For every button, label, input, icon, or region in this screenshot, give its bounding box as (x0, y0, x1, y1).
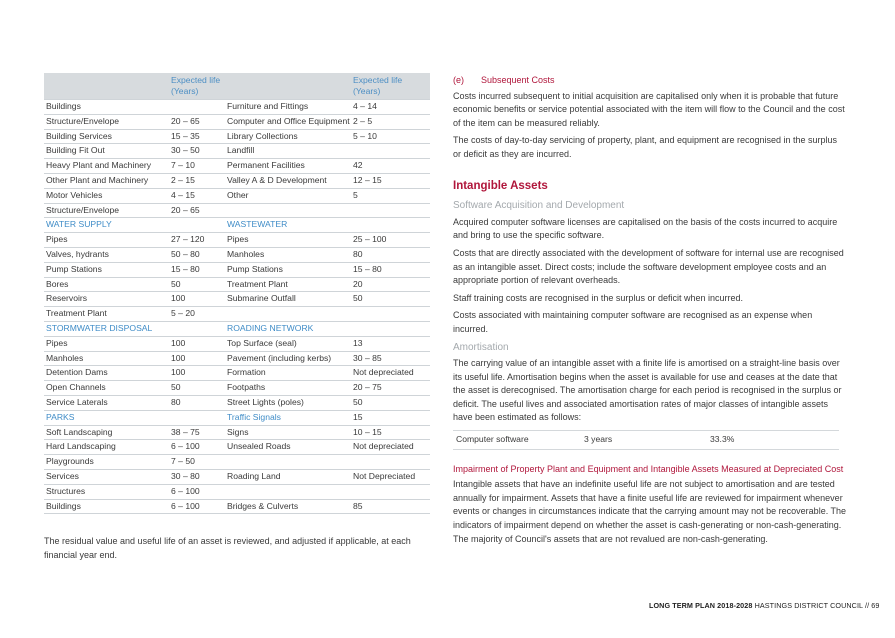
asset-name-cell: Signs (225, 425, 351, 440)
asset-name-cell: Reservoirs (44, 292, 169, 307)
expected-life-table (44, 73, 430, 514)
useful-life-cell: 3 years (581, 431, 707, 450)
header-col1 (44, 73, 169, 100)
asset-name-cell: Pavement (including kerbs) (225, 351, 351, 366)
table-row (44, 366, 430, 381)
asset-name-cell: ROADING NETWORK (225, 321, 351, 336)
section-title: Subsequent Costs (481, 75, 555, 85)
asset-name-cell: Submarine Outfall (225, 292, 351, 307)
asset-name-cell: Hard Landscaping (44, 440, 169, 455)
life-value-cell: 7 – 50 (169, 455, 225, 470)
paragraph: The carrying value of an intangible asset with a finite life is amortised on a straight-line basis over its useful life. Amortisation begins when the asset is available for use and ceases at the date that the asset is derecognised. The amortisation charge for each period is recognised in the surplus or deficit. The useful lives and associated amortisation rates of major classes of intangible assets have been estimated as follows: (453, 358, 842, 423)
asset-name-cell: Pipes (225, 233, 351, 248)
table-row (44, 381, 430, 396)
life-value-cell: 100 (169, 366, 225, 381)
life-value-cell: 6 – 100 (169, 440, 225, 455)
life-value-cell: 6 – 100 (169, 499, 225, 514)
life-value-cell (351, 307, 430, 322)
asset-name-cell: Formation (225, 366, 351, 381)
life-value-cell: 20 (351, 277, 430, 292)
asset-name-cell: Pump Stations (225, 262, 351, 277)
amortisation-heading: Amortisation (453, 341, 509, 353)
asset-name-cell: Treatment Plant (44, 307, 169, 322)
asset-name-cell: Permanent Facilities (225, 159, 351, 174)
asset-name-cell: Pump Stations (44, 262, 169, 277)
life-value-cell: 50 – 80 (169, 247, 225, 262)
life-value-cell: 2 – 15 (169, 173, 225, 188)
table-row (44, 455, 430, 470)
asset-name-cell: Open Channels (44, 381, 169, 396)
life-value-cell: 80 (169, 395, 225, 410)
asset-name-cell: Buildings (44, 100, 169, 115)
table-row (44, 114, 430, 129)
life-value-cell: 30 – 80 (169, 469, 225, 484)
asset-name-cell: Footpaths (225, 381, 351, 396)
footer-plan-title: LONG TERM PLAN 2018-2028 (649, 601, 753, 610)
asset-name-cell: WASTEWATER (225, 218, 351, 233)
life-value-cell: 50 (169, 381, 225, 396)
life-value-cell: 4 – 14 (351, 100, 430, 115)
table-header-row (44, 73, 430, 100)
life-value-cell: 50 (169, 277, 225, 292)
table-row (44, 159, 430, 174)
asset-name-cell: Pipes (44, 233, 169, 248)
table-row (44, 469, 430, 484)
life-value-cell: 100 (169, 351, 225, 366)
asset-name-cell: Bores (44, 277, 169, 292)
paragraph: Costs incurred subsequent to initial acquisition are capitalised only when it is probable that future economic benefits or service potential associated with the item will flow to the Council and the cost of the item can be measured reliably. (453, 90, 845, 128)
asset-name-cell: Structure/Envelope (44, 203, 169, 218)
rate-cell: 33.3% (707, 431, 839, 450)
amortisation-rate-table (453, 430, 839, 450)
asset-name-cell (225, 203, 351, 218)
asset-name-cell: Soft Landscaping (44, 425, 169, 440)
life-value-cell (351, 321, 430, 336)
page-number: // 69 (865, 601, 880, 610)
asset-name-cell: Traffic Signals (225, 410, 351, 425)
table-row (44, 144, 430, 159)
asset-name-cell: Services (44, 469, 169, 484)
life-value-cell (351, 218, 430, 233)
life-value-cell: 15 – 35 (169, 129, 225, 144)
life-value-cell (351, 203, 430, 218)
category-row (44, 321, 430, 336)
asset-name-cell: Top Surface (seal) (225, 336, 351, 351)
life-value-cell: 20 – 75 (351, 381, 430, 396)
paragraph: Acquired computer software licenses are capitalised on the basis of the costs incurred to acquire and bring to use the specific software. (453, 216, 838, 241)
table-row (44, 425, 430, 440)
asset-name-cell: Building Services (44, 129, 169, 144)
asset-name-cell: Manholes (225, 247, 351, 262)
asset-name-cell: Valves, hydrants (44, 247, 169, 262)
table-row (44, 262, 430, 277)
life-value-cell (169, 410, 225, 425)
table-row (44, 292, 430, 307)
header-expected-life-1: Expected life (Years) (169, 73, 225, 100)
asset-name-cell: Street Lights (poles) (225, 395, 351, 410)
life-value-cell: 30 – 50 (169, 144, 225, 159)
life-value-cell: 85 (351, 499, 430, 514)
asset-class-cell: Computer software (453, 431, 581, 450)
header-expected-life-2: Expected life (Years) (351, 73, 430, 100)
asset-name-cell: Heavy Plant and Machinery (44, 159, 169, 174)
residual-value-note: The residual value and useful life of an asset is reviewed, and adjusted if applicable, at each financial year end. (44, 536, 411, 560)
life-value-cell: 80 (351, 247, 430, 262)
asset-name-cell: Building Fit Out (44, 144, 169, 159)
asset-name-cell: Valley A & D Development (225, 173, 351, 188)
life-value-cell: 20 – 65 (169, 203, 225, 218)
table-row (44, 129, 430, 144)
intangible-assets-heading: Intangible Assets (453, 179, 548, 192)
asset-name-cell: STORMWATER DISPOSAL (44, 321, 169, 336)
life-value-cell: 50 (351, 292, 430, 307)
life-value-cell (351, 455, 430, 470)
life-value-cell: 42 (351, 159, 430, 174)
asset-name-cell: Computer and Office Equipment (225, 114, 351, 129)
section-number: (e) (453, 75, 464, 85)
paragraph: Costs associated with maintaining computer software are recognised as an expense when incurred. (453, 310, 813, 334)
paragraph: Costs that are directly associated with the development of software for internal use are recognised as an intangible asset. Direct costs; include the software development employee costs and an appropriate portion of relevant overheads. (453, 247, 844, 286)
life-value-cell (351, 484, 430, 499)
paragraph: Staff training costs are recognised in the surplus or deficit when incurred. (453, 292, 743, 303)
asset-name-cell: Service Laterals (44, 395, 169, 410)
life-value-cell: Not depreciated (351, 366, 430, 381)
table-row (44, 307, 430, 322)
life-value-cell: 13 (351, 336, 430, 351)
paragraph: The costs of day-to-day servicing of property, plant, and equipment are recognised in the surplus or deficit as they are incurred. (453, 135, 838, 159)
asset-name-cell: Buildings (44, 499, 169, 514)
life-value-cell: 38 – 75 (169, 425, 225, 440)
asset-name-cell: Pipes (44, 336, 169, 351)
life-value-cell: Not depreciated (351, 440, 430, 455)
table-row (44, 499, 430, 514)
life-value-cell: 5 (351, 188, 430, 203)
life-value-cell (169, 100, 225, 115)
category-row (44, 218, 430, 233)
life-value-cell: 100 (169, 292, 225, 307)
asset-name-cell: PARKS (44, 410, 169, 425)
asset-name-cell: Unsealed Roads (225, 440, 351, 455)
table-row (44, 395, 430, 410)
asset-name-cell: Other (225, 188, 351, 203)
table-row (44, 351, 430, 366)
table-row (44, 188, 430, 203)
table-row (44, 100, 430, 115)
table-row (44, 484, 430, 499)
table-row (44, 440, 430, 455)
life-value-cell: 30 – 85 (351, 351, 430, 366)
table-row (44, 247, 430, 262)
life-value-cell: 25 – 100 (351, 233, 430, 248)
software-heading: Software Acquisition and Development (453, 200, 625, 212)
life-value-cell: 12 – 15 (351, 173, 430, 188)
life-value-cell: 27 – 120 (169, 233, 225, 248)
asset-name-cell: Playgrounds (44, 455, 169, 470)
life-value-cell (351, 144, 430, 159)
header-col3 (225, 73, 351, 100)
life-value-cell (169, 218, 225, 233)
life-value-cell: 15 (351, 410, 430, 425)
page-footer (649, 601, 880, 610)
life-value-cell: 50 (351, 395, 430, 410)
paragraph: Intangible assets that have an indefinite useful life are not subject to amortisation and are tested annually for impairment. Assets that have a finite useful life are reviewed for impairment whenever events or changes in circumstances indicate that the carrying amount may not be recoverable. The indicators of impairment depend on whether the asset is cash-generating or non-cash-generating. The majority of Council's assets that are not revalued are non-cash-generating. (453, 479, 847, 544)
table-row (44, 336, 430, 351)
life-value-cell: 2 – 5 (351, 114, 430, 129)
asset-name-cell: Treatment Plant (225, 277, 351, 292)
footer-council: HASTINGS DISTRICT COUNCIL (754, 601, 863, 610)
asset-name-cell: WATER SUPPLY (44, 218, 169, 233)
asset-name-cell (225, 307, 351, 322)
asset-name-cell: Motor Vehicles (44, 188, 169, 203)
asset-name-cell: Other Plant and Machinery (44, 173, 169, 188)
life-value-cell: 100 (169, 336, 225, 351)
table-row (453, 431, 839, 450)
life-value-cell: 15 – 80 (169, 262, 225, 277)
subsequent-costs-heading (453, 74, 847, 88)
asset-name-cell (225, 484, 351, 499)
asset-name-cell (225, 455, 351, 470)
table-row (44, 277, 430, 292)
table-row (44, 173, 430, 188)
asset-name-cell: Manholes (44, 351, 169, 366)
asset-name-cell: Structures (44, 484, 169, 499)
asset-name-cell: Landfill (225, 144, 351, 159)
life-value-cell: 6 – 100 (169, 484, 225, 499)
asset-name-cell: Structure/Envelope (44, 114, 169, 129)
table-row (44, 203, 430, 218)
table-row (44, 233, 430, 248)
life-value-cell: 20 – 65 (169, 114, 225, 129)
life-value-cell: 5 – 10 (351, 129, 430, 144)
table-body (44, 100, 430, 514)
asset-name-cell: Roading Land (225, 469, 351, 484)
right-column (453, 74, 847, 546)
asset-name-cell: Furniture and Fittings (225, 100, 351, 115)
life-value-cell (169, 321, 225, 336)
asset-name-cell: Bridges & Culverts (225, 499, 351, 514)
asset-name-cell: Library Collections (225, 129, 351, 144)
impairment-heading: Impairment of Property Plant and Equipment and Intangible Assets Measured at Depreciated Cost (453, 463, 844, 474)
life-value-cell: 5 – 20 (169, 307, 225, 322)
life-value-cell: 4 – 15 (169, 188, 225, 203)
life-value-cell: 10 – 15 (351, 425, 430, 440)
asset-name-cell: Detention Dams (44, 366, 169, 381)
category-row (44, 410, 430, 425)
life-value-cell: 15 – 80 (351, 262, 430, 277)
life-value-cell: 7 – 10 (169, 159, 225, 174)
life-value-cell: Not Depreciated (351, 469, 430, 484)
